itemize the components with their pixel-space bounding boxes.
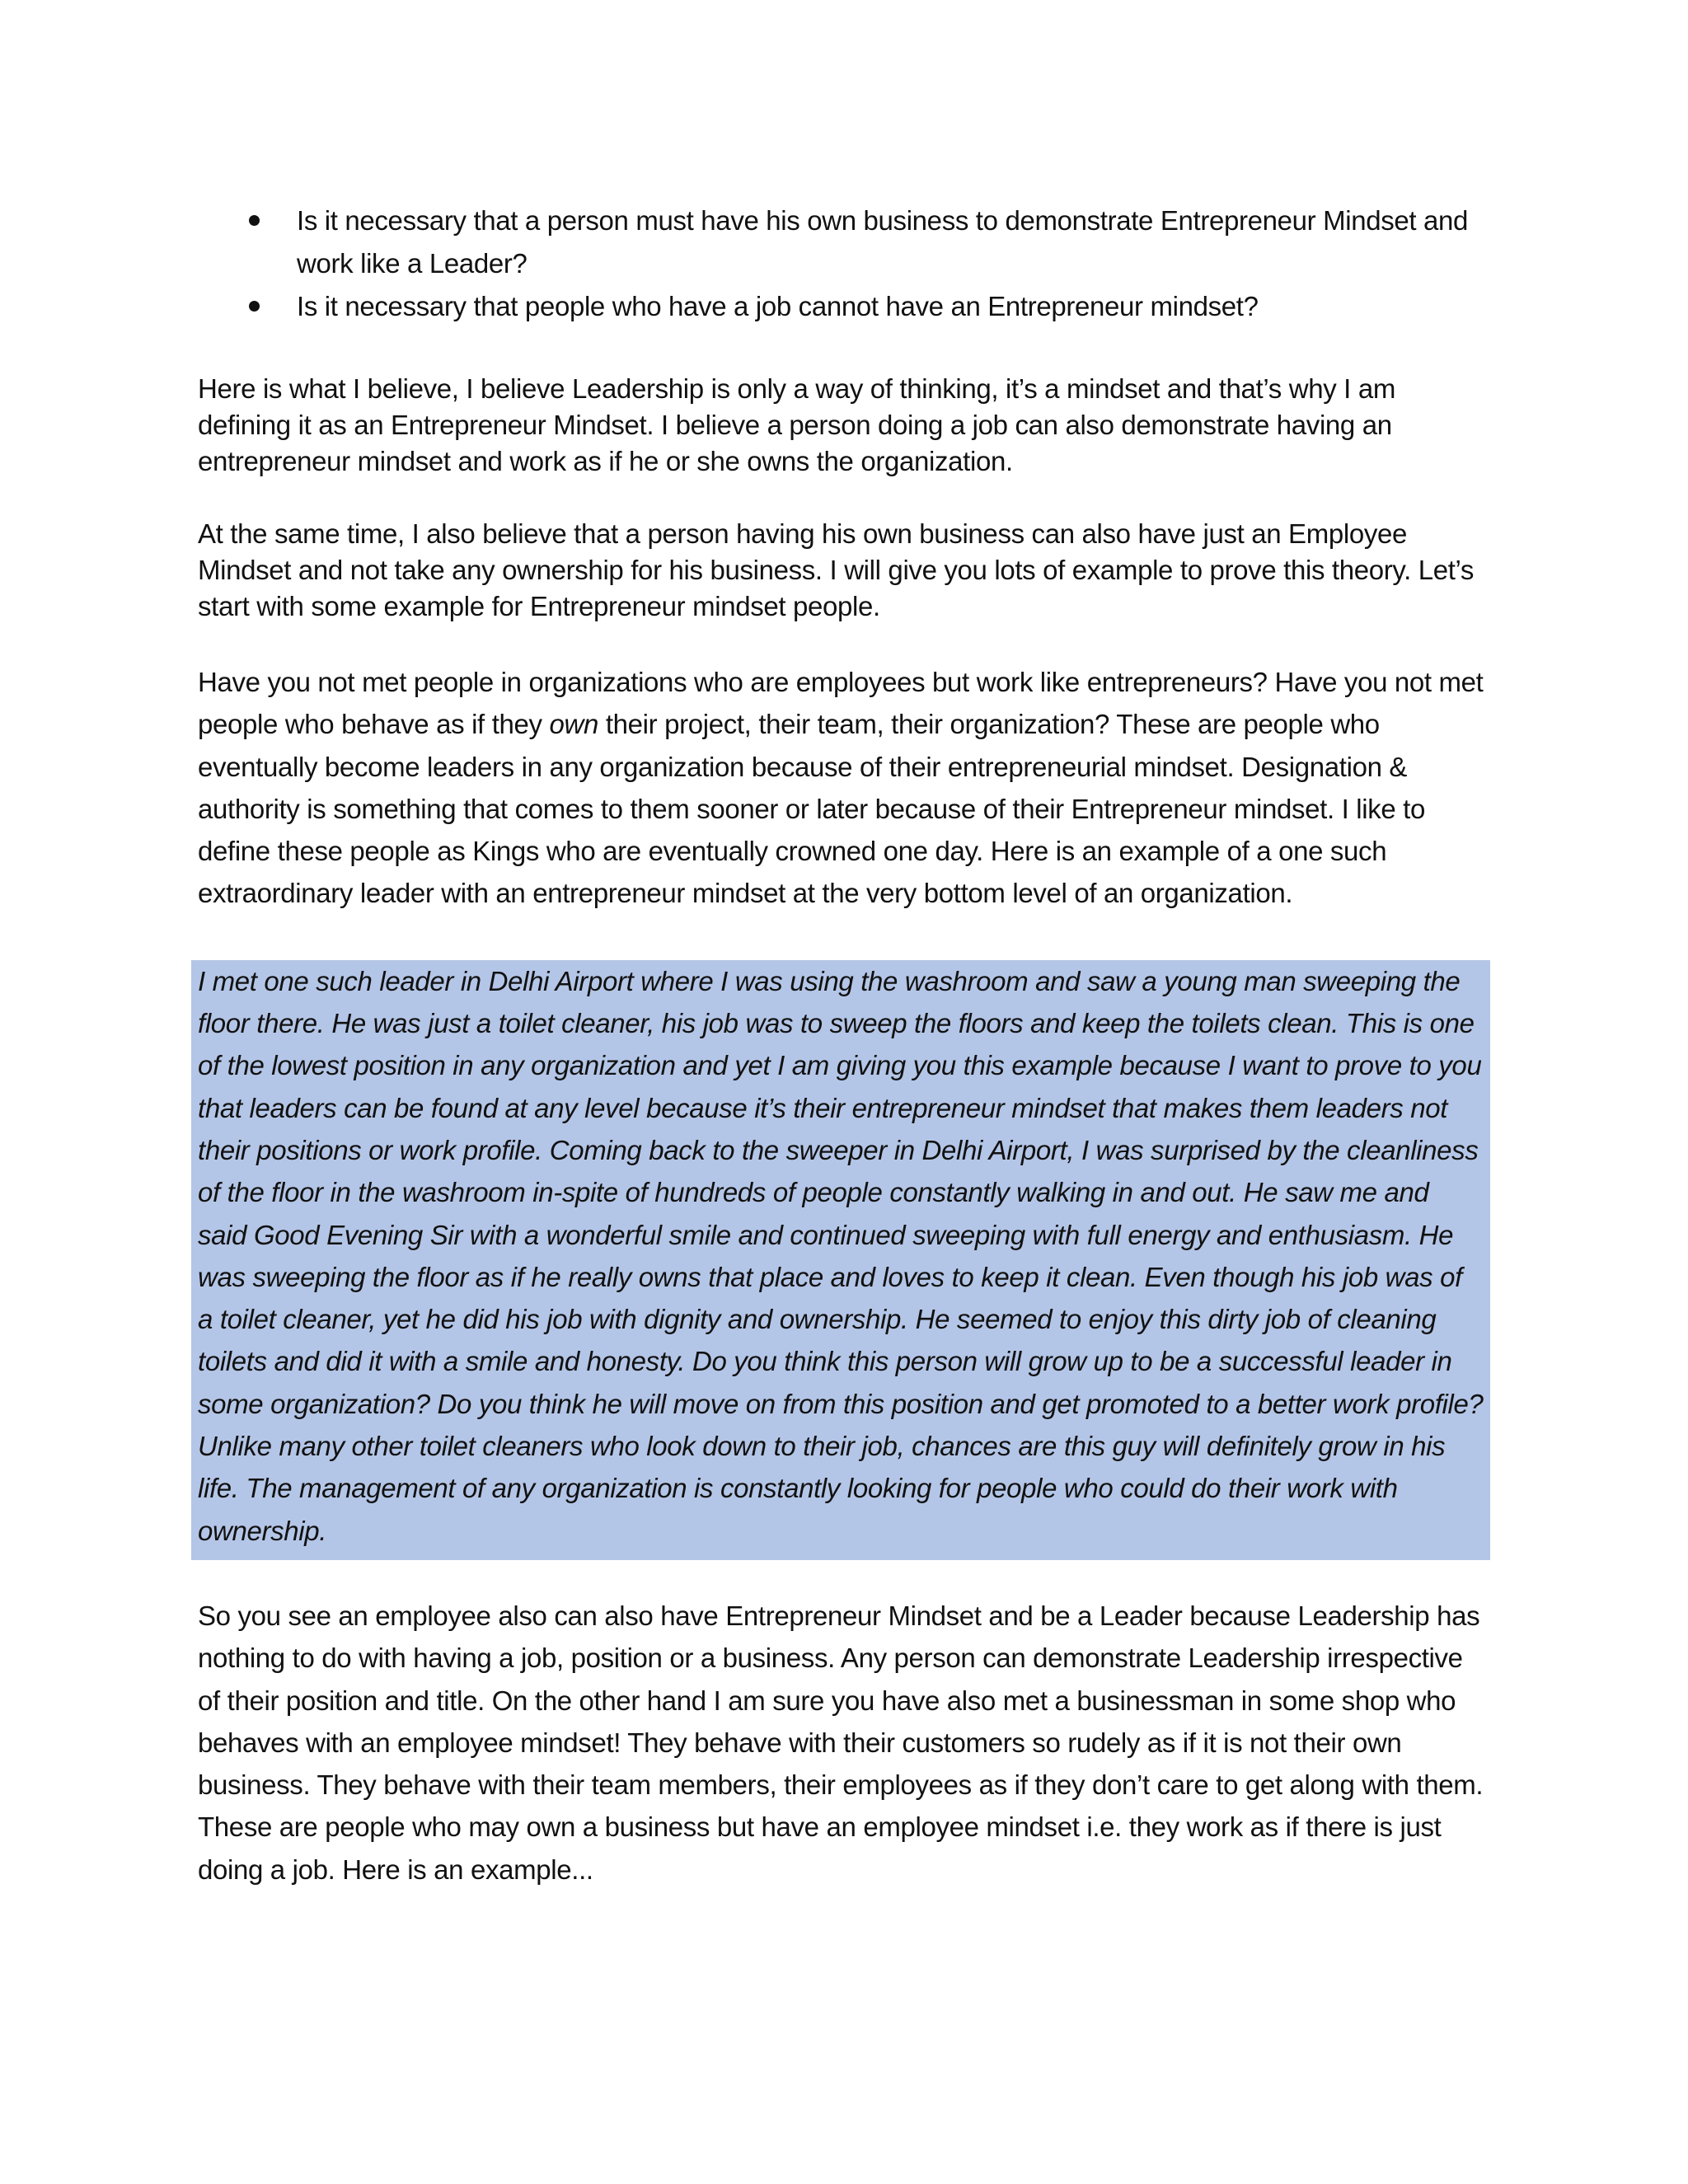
paragraph-same-time: At the same time, I also believe that a person having his own business can also have just an Employee Mindset and not take any ownership for his business. I will give you lots of example to prove this theory. Let’s start with some example for Entrepreneur mindset people. bbox=[198, 518, 1475, 621]
paragraph-text: Have you not met people in organizations who are employees but work like entrepreneurs? Have you not met people who behave as if they bbox=[198, 667, 1484, 740]
list-item bbox=[198, 285, 1484, 328]
bullet-icon bbox=[249, 301, 260, 312]
paragraph-intro: Here is what I believe, I believe Leadership is only a way of thinking, it’s a mindset and that’s why I am defining it as an Entrepreneur Mindset. I believe a person doing a job can also demonstrate having an entrepreneur mindset and work as if he or she owns the organization. bbox=[198, 373, 1395, 476]
paragraph-text: their project, their team, their organization? These are people who eventually become leaders in any organization because of their entrepreneurial mindset. Designation & authority is something that comes to them sooner or later because of their Entrepreneur mindset. I like to define these people as Kings who are eventually crowned one day. Here is an example of a one such extraordinary leader with an entrepreneur mindset at the very bottom level of an organization. bbox=[198, 709, 1426, 909]
list-item bbox=[198, 199, 1484, 285]
story-text: I met one such leader in Delhi Airport where I was using the washroom and saw a young man sweeping the floor there. He was just a toilet cleaner, his job was to sweep the floors and keep the toilets clean. This is one of the lowest position in any organization and yet I am giving you this example because I want to prove to you that leaders can be found at any level because it’s their entrepreneur mindset that makes them leaders not their positions or work profile. Coming back to the sweeper in Delhi Airport, I was surprised by the cleanliness of the floor in the washroom in-spite of hundreds of people constantly walking in and out. He saw me and said Good Evening Sir with a wonderful smile and continued sweeping with full energy and enthusiasm. He was sweeping the floor as if he really owns that place and loves to keep it clean. Even though his job was of a toilet cleaner, yet he did his job with dignity and ownership. He seemed to enjoy this dirty job of cleaning toilets and did it with a smile and honesty. Do you think this person will grow up to be a successful leader in some organization? Do you think he will move on from this position and get promoted to a better work profile? Unlike many other toilet cleaners who look down to their job, chances are this guy will definitely grow in his life. The management of any organization is constantly looking for people who could do their work with ownership. bbox=[198, 965, 1484, 1546]
paragraph-met-people bbox=[198, 661, 1484, 915]
highlighted-story-block bbox=[191, 960, 1490, 1560]
question-list bbox=[198, 199, 1484, 328]
document-body bbox=[198, 199, 1484, 1891]
bullet-icon bbox=[249, 215, 260, 226]
paragraph-conclusion: So you see an employee also can also have Entrepreneur Mindset and be a Leader because Leadership has nothing to do with having a job, position or a business. Any person can demonstrate Leadership irrespective of their position and title. On the other hand I am sure you have also met a businessman in some shop who behaves with an employee mindset! They behave with their customers so rudely as if it is not their own business. They behave with their team members, their employees as if they don’t care to get along with them. These are people who may own a business but have an employee mindset i.e. they work as if there is just doing a job. Here is an example... bbox=[198, 1600, 1484, 1885]
emphasis-text: own bbox=[549, 709, 598, 740]
list-item-text: Is it necessary that people who have a job cannot have an Entrepreneur mindset? bbox=[297, 291, 1259, 321]
list-item-text: Is it necessary that a person must have his own business to demonstrate Entrepreneur Mindset and work like a Leader? bbox=[297, 205, 1469, 279]
